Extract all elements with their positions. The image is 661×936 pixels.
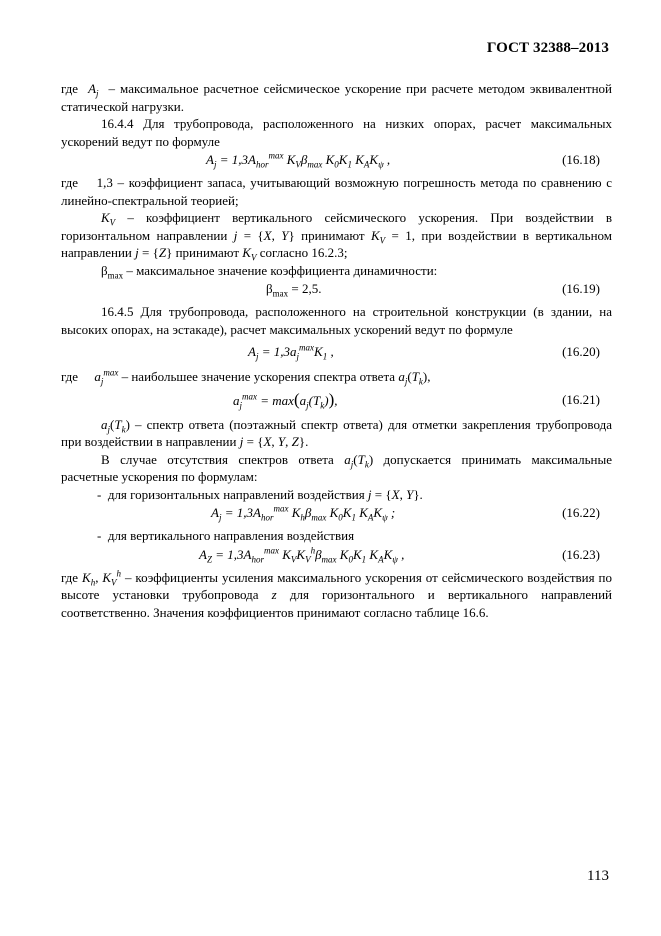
paragraph-aj-definition: где $A_j$ – максимальное расчетное сейсмическое ускорение при расчете методом эквивалентной статической нагрузки. [61,81,612,114]
equation-16-18 [61,151,612,171]
paragraph-response-spectrum: $a_j(T_k)$ – спектр ответа (поэтажный спектр ответа) для отметки закрепления трубопровода при воздействии в направлении j = {X, Y, Z}. [61,416,612,449]
list-item-vertical: - для вертикального направления воздействия [97,528,355,543]
equation-16-19-number: (16.19) [562,281,600,296]
equation-16-18-formula: $A_j = 1,3A_{hor}^{max}$ $K_V\beta_{max}$ $K_0K_1$ $K_AK_\psi$ , [206,150,391,170]
standard-header: ГОСТ 32388–2013 [486,40,609,56]
equation-16-23-formula: $A_Z = 1,3A_{hor}^{max}$ $K_VK_V^h\beta_{max}$ $K_0K_1$ $K_AK_\psi$ , [199,545,405,565]
equation-16-18-number: (16.18) [562,152,600,167]
equation-16-22-number: (16.22) [562,505,600,520]
paragraph-ajmax-definition: где $a_j^{max}$ – наибольшее значение ускорения спектра ответа $a_j(T_k)$, [61,367,431,387]
equation-16-19 [61,280,612,300]
paragraph-amplification-coefficients: где $K_h$, $K_V^h$ – коэффициенты усиления максимального ускорения от сейсмического воздействия по высоте установки трубопровода z для горизонтального и вертикального направлений соответственно. Значения коэффициентов принимают согласно таблице 16.6. [61,568,613,620]
equation-16-19-formula: $\beta_{max} = 2,5$. [266,281,322,299]
equation-16-20-formula: $A_j = 1,3a_j^{max}K_1$ , [248,342,334,362]
paragraph-kv-definition: $K_V$ – коэффициент вертикального сейсмического ускорения. При воздействии в горизонтальном направлении j = {X, Y} принимают $K_V = 1$, при воздействии в вертикальном направлении j = {Z} принимают $K_V$ согласно 16.2.3; [61,210,613,263]
equation-16-21 [61,387,612,413]
equation-16-23-number: (16.23) [562,546,600,562]
section-16-4-4: 16.4.4 Для трубопровода, расположенного на низких опорах, расчет максимальных ускорений ведут по формуле [61,116,612,149]
equation-16-20 [61,339,612,365]
equation-16-22-formula: $A_j = 1,3A_{hor}^{max}$ $K_h\beta_{max}$ $K_0K_1$ $K_AK_\psi$ ; [211,503,396,523]
equation-16-23 [61,546,612,566]
paragraph-beta-max: $\beta_{max}$ – максимальное значение коэффициента динамичности: [101,262,438,281]
equation-16-20-number: (16.20) [562,344,600,359]
page-number: 113 [587,868,609,884]
section-16-4-5: 16.4.5 Для трубопровода, расположенного на строительной конструкции (в здании, на высоких опорах, на эстакаде), расчет максимальных ускорений ведут по формуле [61,304,612,337]
equation-16-21-formula: $a_j^{max} = \max(a_j(T_k))$, [233,389,338,411]
equation-16-22 [61,504,612,524]
equation-16-21-number: (16.21) [562,391,600,407]
list-item-horizontal: - для горизонтальных направлений воздействия j = {X, Y}. [97,486,423,502]
page-content [61,80,612,621]
paragraph-coefficient-1-3: где 1,3 – коэффициент запаса, учитывающий возможную погрешность метода по сравнению с линейно-спектральной теорией; [61,175,612,208]
paragraph-no-spectra: В случае отсутствия спектров ответа $a_j(T_k)$ допускается принимать максимальные расчетные ускорения по формулам: [61,451,612,484]
